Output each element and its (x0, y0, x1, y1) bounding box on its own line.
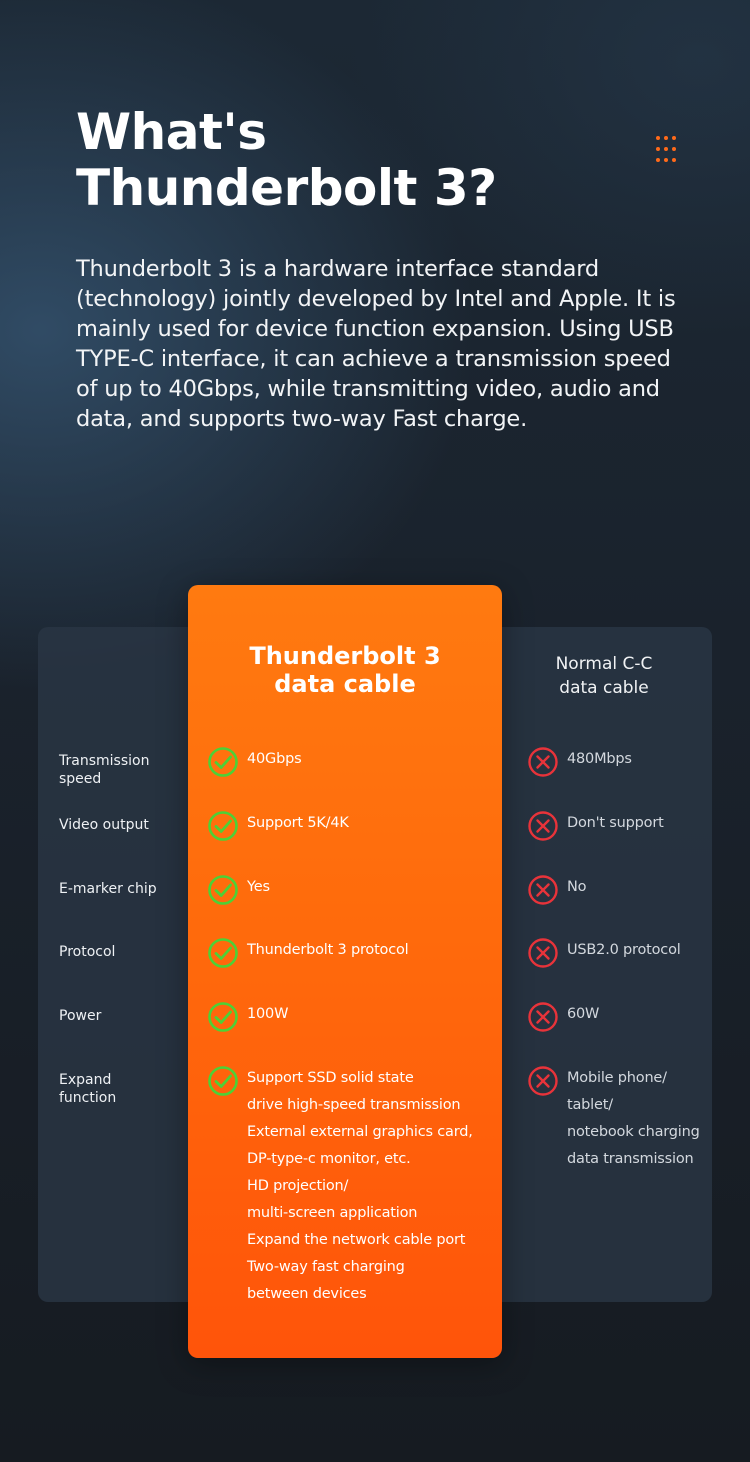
row-label: Transmission speed (59, 753, 150, 787)
normal-value-cell (527, 816, 707, 842)
normal-value-cell (527, 1007, 707, 1033)
x-circle-icon (527, 943, 559, 969)
normal-value: USB2.0 protocol (567, 942, 681, 958)
dots-grid-icon (656, 136, 676, 168)
x-circle-icon (527, 1007, 559, 1033)
normal-value: 480Mbps (567, 751, 632, 767)
check-circle-icon (207, 1007, 239, 1033)
page-title (76, 104, 596, 216)
thunderbolt-value-cell (207, 816, 497, 842)
thunderbolt-value: Support 5K/4K (247, 815, 349, 831)
normal-value-cell (527, 880, 707, 906)
thunderbolt-value-cell (207, 752, 497, 778)
check-circle-icon (207, 880, 239, 906)
thunderbolt-value-cell (207, 943, 497, 969)
title-line-2: Thunderbolt 3? (76, 159, 497, 217)
x-circle-icon (527, 752, 559, 778)
thunderbolt-column-header: Thunderbolt 3 data cable (249, 642, 441, 698)
thunderbolt-value-cell (207, 1071, 497, 1308)
normal-value: Mobile phone/ tablet/ notebook charging data transmission (567, 1070, 700, 1167)
thunderbolt-value: 100W (247, 1006, 289, 1022)
title-line-1: What's (76, 103, 267, 161)
description-paragraph: Thunderbolt 3 is a hardware interface standard (technology) jointly developed by Intel and Apple. It is mainly used for device function expansion. Using USB TYPE-C interface, it can achieve a transmission speed of up to 40Gbps, while transmitting video, audio and data, and supports two-way Fast charge. (76, 256, 676, 432)
x-circle-icon (527, 1071, 559, 1097)
thunderbolt-value: Yes (247, 879, 270, 895)
check-circle-icon (207, 816, 239, 842)
thunderbolt-value-cell (207, 1007, 497, 1033)
normal-value: Don't support (567, 815, 664, 831)
check-circle-icon (207, 752, 239, 778)
normal-value: No (567, 879, 587, 895)
row-label: E-marker chip (59, 881, 157, 897)
row-label: Expand function (59, 1072, 117, 1106)
thunderbolt-value-cell (207, 880, 497, 906)
thunderbolt-value: Thunderbolt 3 protocol (247, 942, 409, 958)
row-label: Video output (59, 817, 149, 833)
normal-value-cell (527, 752, 707, 778)
x-circle-icon (527, 880, 559, 906)
normal-column-header: Normal C-C data cable (555, 654, 653, 698)
normal-value-cell (527, 943, 707, 969)
normal-value-cell (527, 1071, 707, 1173)
row-label: Power (59, 1008, 102, 1024)
check-circle-icon (207, 943, 239, 969)
thunderbolt-value: 40Gbps (247, 751, 302, 767)
thunderbolt-value: Support SSD solid state drive high-speed transmission External external graphics card, DP-type-c monitor, etc. HD projection/ multi-screen application Expand the network cable port Two-way fast charging between devices (247, 1070, 473, 1302)
x-circle-icon (527, 816, 559, 842)
check-circle-icon (207, 1071, 239, 1097)
row-label: Protocol (59, 944, 116, 960)
normal-value: 60W (567, 1006, 600, 1022)
labels-panel (38, 627, 208, 1302)
